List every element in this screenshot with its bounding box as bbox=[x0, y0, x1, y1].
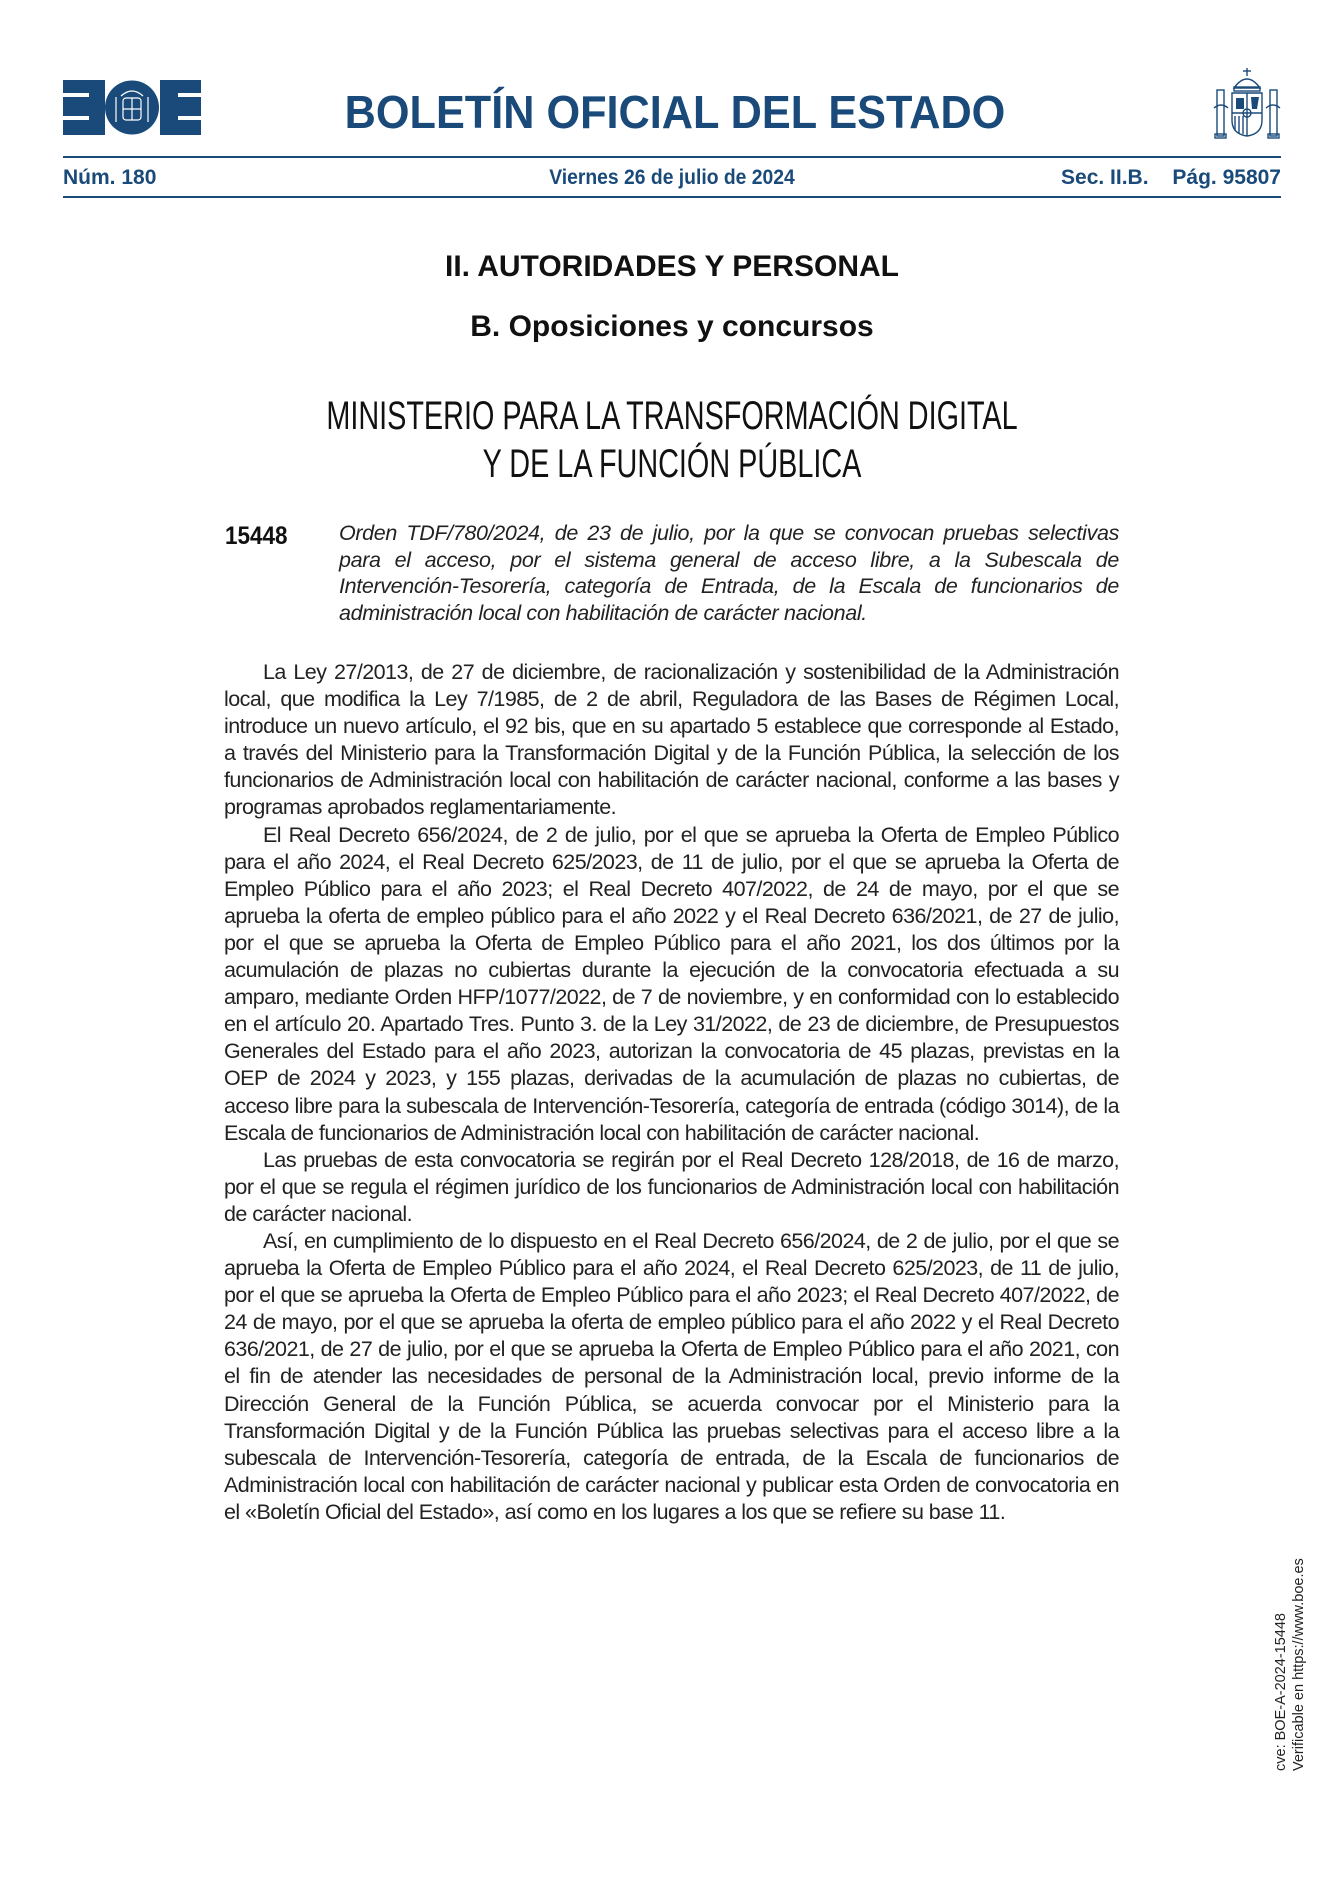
order-number: 15448 bbox=[225, 522, 288, 550]
order-summary: Orden TDF/780/2024, de 23 de julio, por la que se convocan pruebas selectivas para el acceso, por el sistema general de acceso libre, a la Subescala de Intervención-Tesorería, categoría de Entrada, de la Escala de funcionarios de administración local con habilitación de carácter nacional. bbox=[339, 521, 1119, 626]
masthead-title: BOLETÍN OFICIAL DEL ESTADO bbox=[344, 86, 1006, 138]
issue-date: Viernes 26 de julio de 2024 bbox=[549, 166, 795, 189]
body-paragraph: Así, en cumplimiento de lo dispuesto en el Real Decreto 656/2024, de 2 de julio, por el que se aprueba la Oferta de Empleo Público para el año 2024, el Real Decreto 625/2023, de 11 de julio, por el que se aprueba la Oferta de Empleo Público para el año 2023; el Real Decreto 407/2022, de 24 de mayo, por el que se aprueba la oferta de empleo público para el año 2022 y el Real Decreto 636/2021, de 27 de julio, por el que se aprueba la Oferta de Empleo Público para el año 2021, con el fin de atender las necesidades de personal de la Administración local, previo informe de la Dirección General de la Función Pública, se acuerda convocar por el Ministerio para la Transformación Digital y de la Función Pública las pruebas selectivas para el acceso libre a la subescala de Intervención-Tesorería, categoría de entrada, de la Escala de funcionarios de Administración local con habilitación de carácter nacional y publicar esta Orden de convocatoria en el «Boletín Oficial del Estado», así como en los lugares a los que se refiere su base 11. bbox=[224, 1228, 1119, 1524]
document-body bbox=[224, 659, 1119, 1526]
header-rule-bottom bbox=[63, 196, 1281, 198]
issue-meta-row bbox=[63, 163, 1281, 193]
header-rule-top bbox=[63, 156, 1281, 158]
verification-url[interactable]: Verificable en https://www.boe.es bbox=[1291, 1558, 1307, 1771]
section-heading: II. AUTORIDADES Y PERSONAL bbox=[445, 250, 899, 283]
subsection-heading: B. Oposiciones y concursos bbox=[470, 310, 874, 343]
body-paragraph: Las pruebas de esta convocatoria se regirán por el Real Decreto 128/2018, de 16 de marzo, por el que se regula el régimen jurídico de los funcionarios de Administración local con habilitación de carácter nacional. bbox=[224, 1147, 1119, 1226]
spain-coat-of-arms-icon bbox=[1212, 66, 1282, 142]
ministry-heading-line2: Y DE LA FUNCIÓN PÚBLICA bbox=[482, 442, 862, 486]
section-page-info bbox=[1043, 163, 1281, 193]
verification-margin-note bbox=[1272, 1526, 1312, 1771]
body-paragraph: La Ley 27/2013, de 27 de diciembre, de racionalización y sostenibilidad de la Administración local, que modifica la Ley 7/1985, de 2 de abril, Reguladora de las Bases de Régimen Local, introduce un nuevo artículo, el 92 bis, que en su apartado 5 establece que corresponde al Estado, a través del Ministerio para la Transformación Digital y de la Función Pública, la selección de los funcionarios de Administración local con habilitación de carácter nacional, conforme a las bases y programas aprobados reglamentariamente. bbox=[224, 660, 1119, 820]
section-code: Sec. II.B. bbox=[1061, 166, 1149, 189]
boe-logo-icon bbox=[63, 80, 201, 135]
ministry-heading-line1: MINISTERIO PARA LA TRANSFORMACIÓN DIGITAL bbox=[326, 394, 1018, 438]
page-number: Pág. 95807 bbox=[1172, 166, 1281, 189]
issue-number: Núm. 180 bbox=[63, 166, 157, 189]
boe-logo bbox=[63, 80, 201, 135]
cve-code: cve: BOE-A-2024-15448 bbox=[1273, 1613, 1289, 1771]
body-paragraph: El Real Decreto 656/2024, de 2 de julio, por el que se aprueba la Oferta de Empleo Público para el año 2024, el Real Decreto 625/2023, de 11 de julio, por el que se aprueba la Oferta de Empleo Público para el año 2023; el Real Decreto 407/2022, de 24 de mayo, por el que se aprueba la oferta de empleo público para el año 2022 y el Real Decreto 636/2021, de 27 de julio, por el que se aprueba la Oferta de Empleo Público para el año 2021, los dos últimos por la acumulación de plazas no cubiertas durante la ejecución de la convocatoria efectuada a su amparo, mediante Orden HFP/1077/2022, de 7 de noviembre, y en conformidad con lo establecido en el artículo 20. Apartado Tres. Punto 3. de la Ley 31/2022, de 23 de diciembre, de Presupuestos Generales del Estado para el año 2023, autorizan la convocatoria de 45 plazas, previstas en la OEP de 2024 y 2023, y 155 plazas, derivadas de la acumulación de plazas no cubiertas, de acceso libre para la subescala de Intervención-Tesorería, categoría de entrada (código 3014), de la Escala de funcionarios de Administración local con habilitación de carácter nacional. bbox=[224, 822, 1119, 1145]
